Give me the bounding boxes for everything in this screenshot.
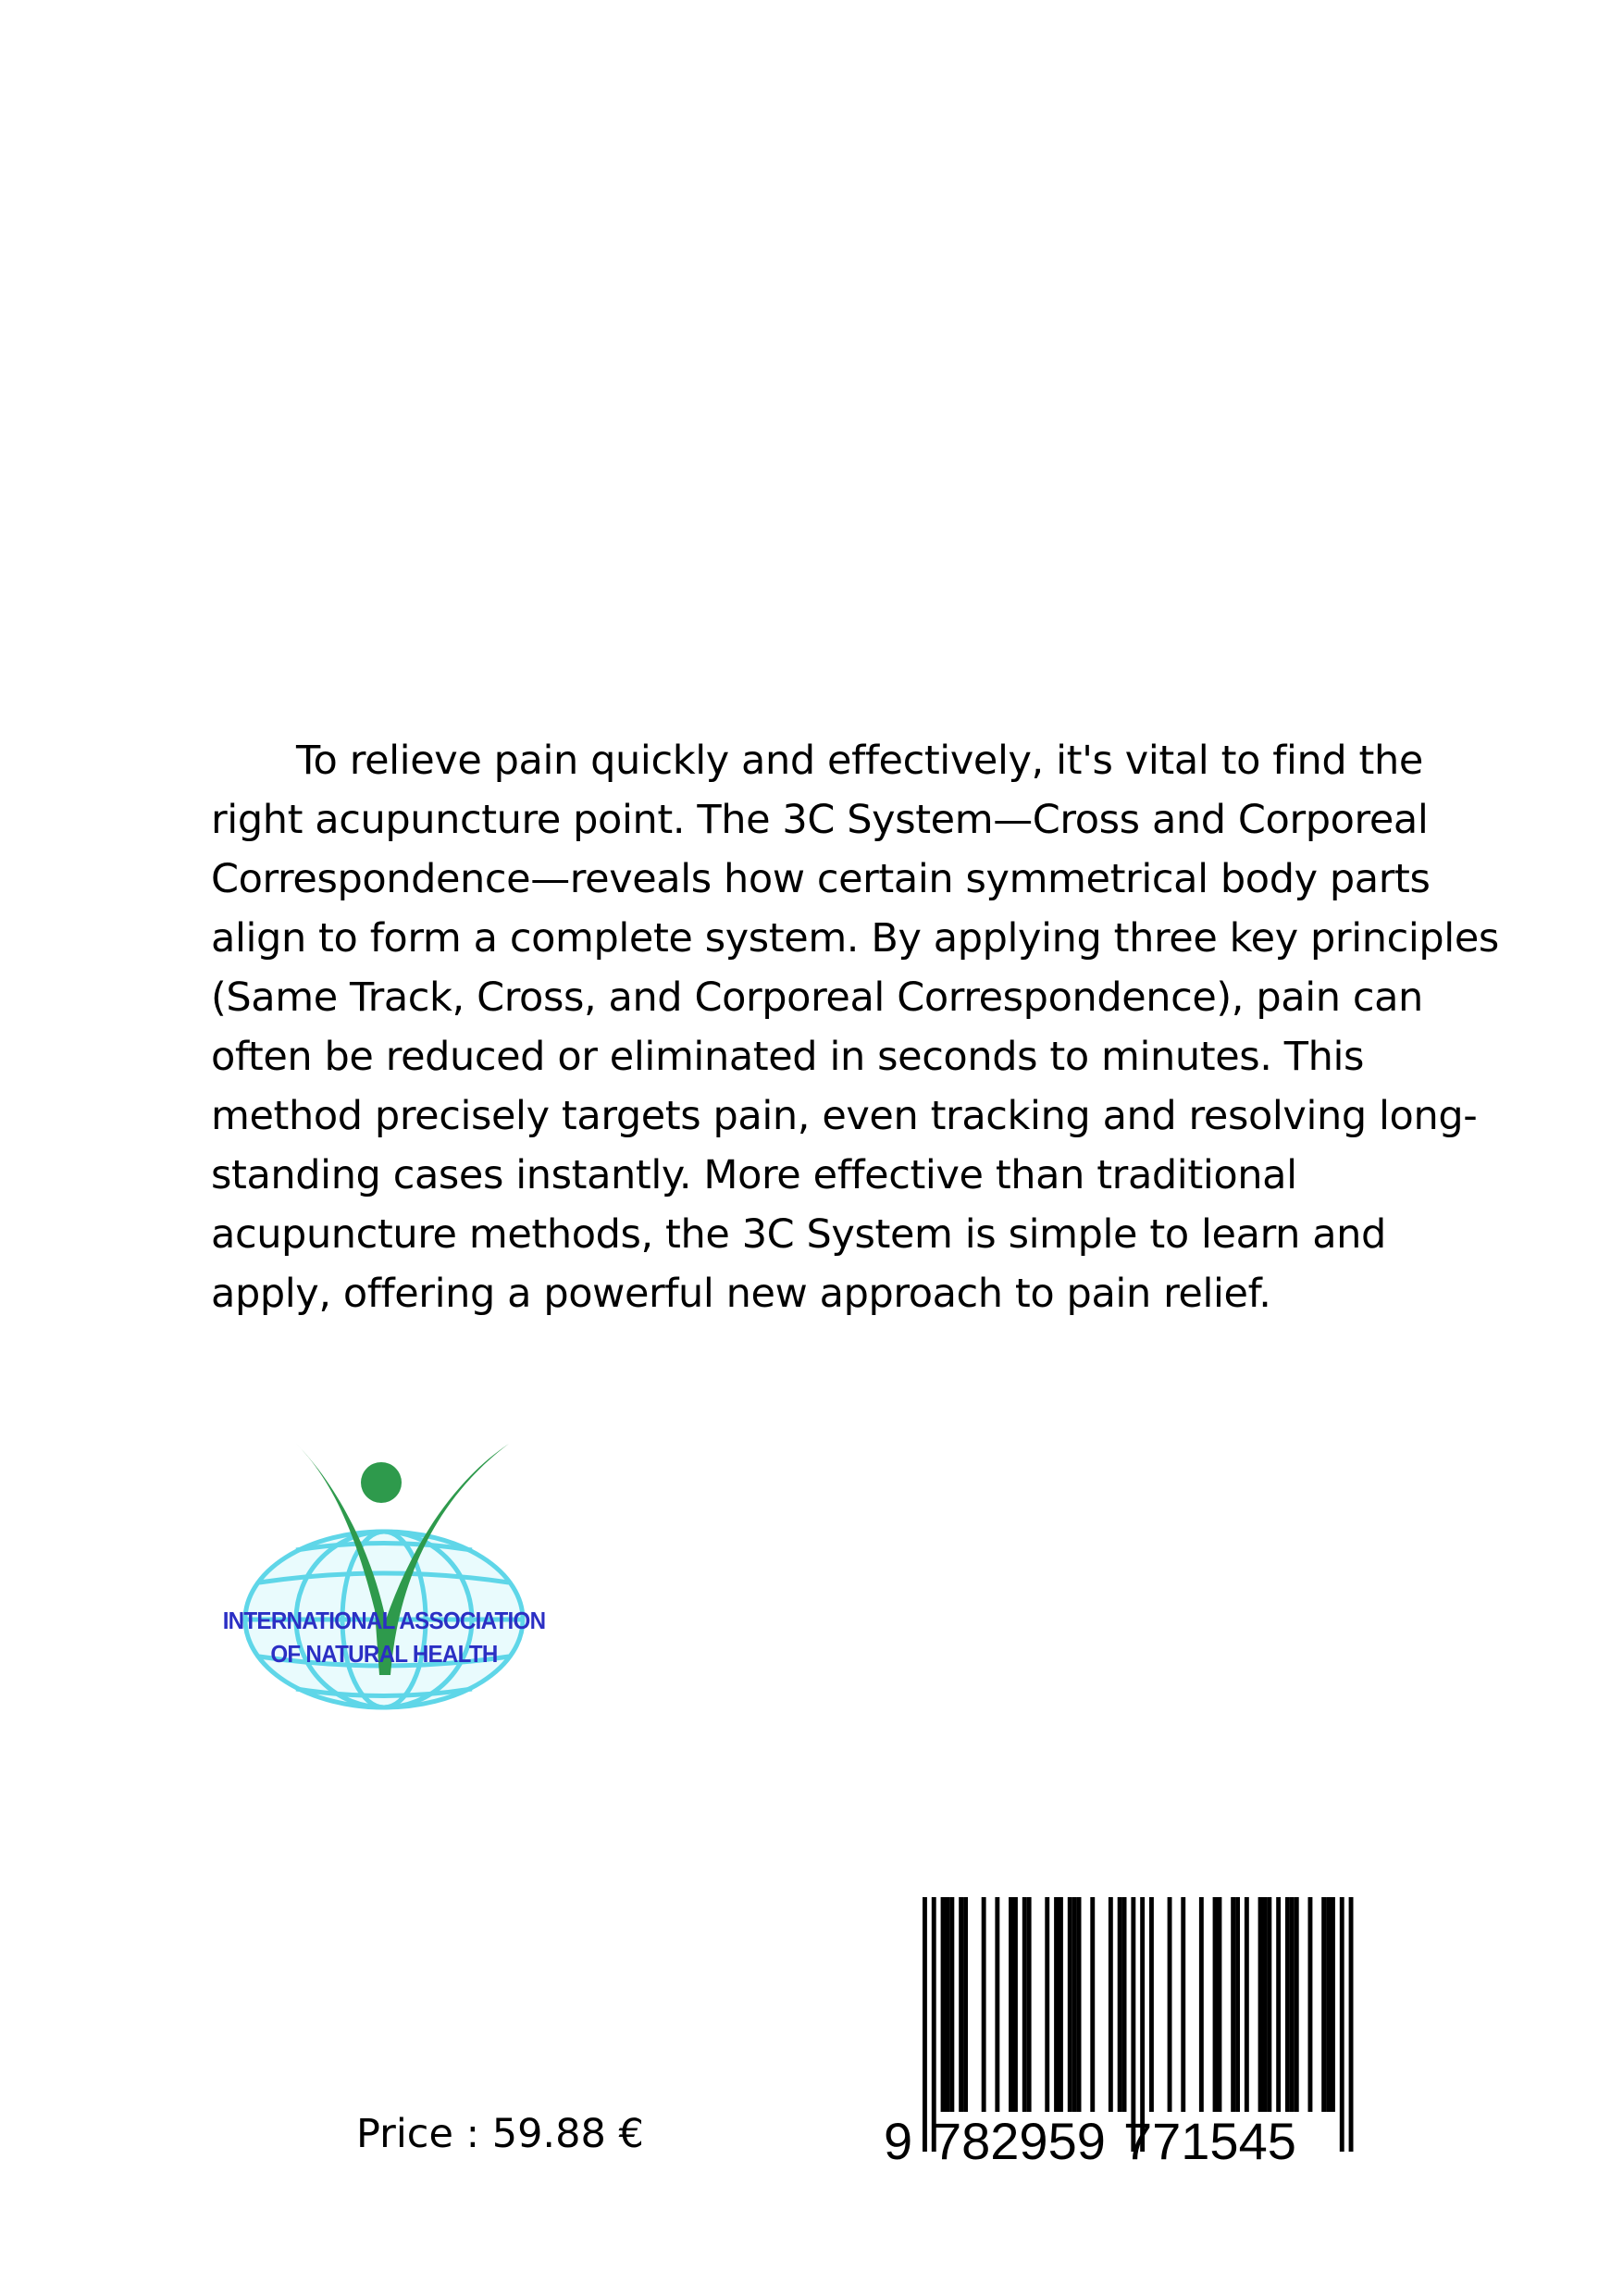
barcode-bar — [1054, 1897, 1059, 2112]
barcode-bar — [1022, 1897, 1027, 2112]
barcode-bar — [1331, 1897, 1335, 2112]
barcode-bar — [1231, 1897, 1235, 2112]
barcode-bar — [1267, 1897, 1271, 2112]
barcode-bar — [1013, 1897, 1018, 2112]
person-globe-logo-icon — [194, 1444, 574, 1721]
barcode-bar — [1090, 1897, 1095, 2112]
association-logo — [194, 1444, 574, 1721]
barcode-bar — [982, 1897, 986, 2112]
back-cover-blurb: To relieve pain quickly and effectively, it's vital to find the right acupuncture point. The 3C System—Cross and Corporeal Correspondence—reveals how certain symmetrical body parts align to form a complete system. By applying three key principles (Same Track, Cross, and Corporeal Correspondence), pain can often be reduced or eliminated in seconds to minutes. This method precisely targets pain, even tracking and resolving long-standing cases instantly. More effective than traditional acupuncture methods, the 3C System is simple to learn and apply, offering a powerful new approach to pain relief. — [211, 738, 1499, 1317]
barcode-bar — [1218, 1897, 1222, 2112]
barcode-bar — [946, 1897, 950, 2112]
barcode-bar — [959, 1897, 963, 2112]
barcode-bar — [1295, 1897, 1299, 2112]
logo-text-line2: OF NATURAL HEALTH — [270, 1640, 498, 1668]
barcode-bar — [1118, 1897, 1122, 2112]
barcode-guard-bar — [923, 1897, 927, 2152]
barcode-digit-first: 9 — [884, 2112, 913, 2170]
barcode-guard-bar — [1349, 1897, 1354, 2152]
barcode-bar — [949, 1897, 954, 2112]
barcode-bar — [1181, 1897, 1185, 2112]
barcode-bar — [963, 1897, 968, 2112]
barcode-bar — [1149, 1897, 1154, 2112]
barcode-bar — [1109, 1897, 1113, 2112]
barcode-bar — [1213, 1897, 1218, 2112]
barcode-bar — [1321, 1897, 1326, 2112]
barcode-bar — [1245, 1897, 1249, 2112]
barcode-bar — [995, 1897, 999, 2112]
barcode-bar — [1199, 1897, 1204, 2112]
barcode-bar — [1077, 1897, 1082, 2112]
barcode-bar — [1068, 1897, 1072, 2112]
barcode-group-right: 771545 — [1123, 2112, 1296, 2170]
barcode-bar — [1308, 1897, 1313, 2112]
barcode-bar — [1326, 1897, 1331, 2112]
barcode-bar — [1290, 1897, 1295, 2112]
barcode-bar — [1072, 1897, 1077, 2112]
price-label: Price : 59.88 € — [356, 2111, 644, 2157]
barcode-bar — [1059, 1897, 1063, 2112]
barcode-bar — [1168, 1897, 1172, 2112]
barcode-bar — [1122, 1897, 1127, 2112]
logo-text-line1: INTERNATIONAL ASSOCIATION — [222, 1607, 546, 1634]
barcode-guard-bar — [1340, 1897, 1344, 2152]
barcode-bar — [1263, 1897, 1268, 2112]
barcode-bar — [1009, 1897, 1013, 2112]
isbn-barcode — [884, 1897, 1365, 2170]
barcode-bar — [941, 1897, 946, 2112]
barcode-bar — [1235, 1897, 1240, 2112]
barcode-bar — [1027, 1897, 1032, 2112]
barcode-bar — [1045, 1897, 1049, 2112]
barcode-bar — [1285, 1897, 1290, 2112]
barcode-bar — [1258, 1897, 1263, 2112]
barcode-group-left: 782959 — [933, 2112, 1106, 2170]
barcode-bar — [1276, 1897, 1281, 2112]
